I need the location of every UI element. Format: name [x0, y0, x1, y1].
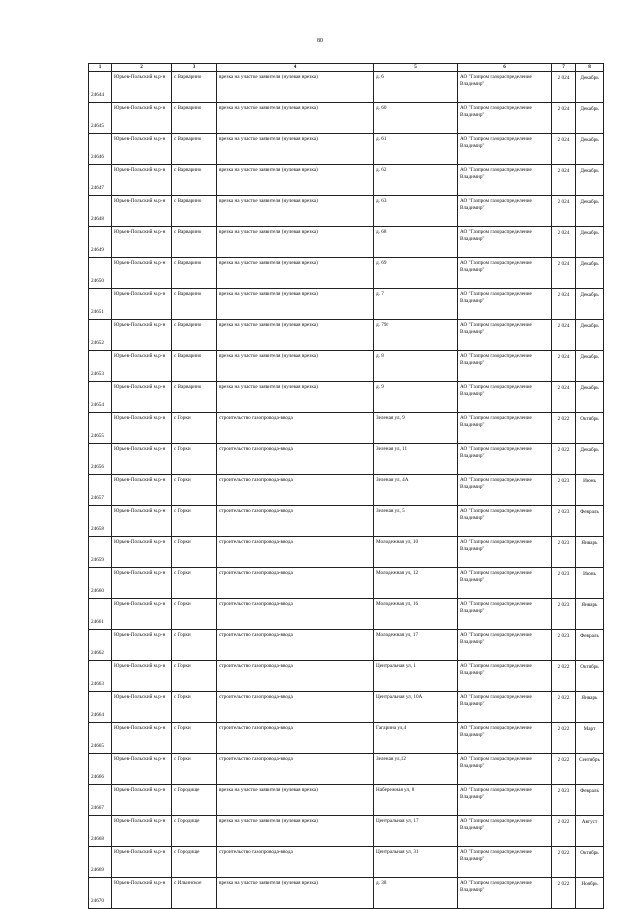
work-type-cell: строительство газопровода-ввода [217, 475, 374, 506]
work-type-cell: врезка на участке заявителя (нулевая врезка) [217, 816, 374, 847]
row-number: 24667 [89, 785, 112, 816]
month-cell: Февраль [576, 630, 604, 661]
row-number: 24657 [89, 475, 112, 506]
table-row [89, 72, 604, 103]
month-cell: Ноябрь [576, 878, 604, 909]
row-number: 24650 [89, 258, 112, 289]
table-row [89, 165, 604, 196]
row-number: 24659 [89, 537, 112, 568]
district-cell: Юрьев-Польский м.р-н [112, 103, 172, 134]
row-number: 24655 [89, 413, 112, 444]
address-cell: Зеленая ул, 4А [374, 475, 458, 506]
month-cell: Январь [576, 599, 604, 630]
work-type-cell: врезка на участке заявителя (нулевая врезка) [217, 196, 374, 227]
address-cell: Центральная ул, 31 [374, 847, 458, 878]
month-cell: Декабрь [576, 258, 604, 289]
year-cell: 2 024 [552, 320, 576, 351]
organization-cell: АО "Газпром газораспределение Владимир" [458, 847, 552, 878]
settlement-cell: с Варварино [172, 351, 217, 382]
address-cell: Зеленая ул, 5 [374, 506, 458, 537]
address-cell: Зеленая ул, 9 [374, 413, 458, 444]
settlement-cell: с Городище [172, 785, 217, 816]
month-cell: Июнь [576, 568, 604, 599]
settlement-cell: с Варварино [172, 72, 217, 103]
work-type-cell: врезка на участке заявителя (нулевая врезка) [217, 165, 374, 196]
table-row [89, 754, 604, 785]
settlement-cell: с Горки [172, 444, 217, 475]
month-cell: Август [576, 816, 604, 847]
table-row [89, 599, 604, 630]
column-header: 8 [576, 64, 604, 72]
year-cell: 2 024 [552, 72, 576, 103]
year-cell: 2 024 [552, 103, 576, 134]
address-cell: д. 9 [374, 382, 458, 413]
district-cell: Юрьев-Польский м.р-н [112, 599, 172, 630]
year-cell: 2 023 [552, 506, 576, 537]
table-row [89, 103, 604, 134]
organization-cell: АО "Газпром газораспределение Владимир" [458, 537, 552, 568]
month-cell: Февраль [576, 506, 604, 537]
organization-cell: АО "Газпром газораспределение Владимир" [458, 599, 552, 630]
row-number: 24646 [89, 134, 112, 165]
page-number: 80 [317, 38, 323, 44]
organization-cell: АО "Газпром газораспределение Владимир" [458, 661, 552, 692]
year-cell: 2 022 [552, 413, 576, 444]
row-number: 24666 [89, 754, 112, 785]
row-number: 24649 [89, 227, 112, 258]
work-type-cell: строительство газопровода-ввода [217, 537, 374, 568]
district-cell: Юрьев-Польский м.р-н [112, 413, 172, 444]
organization-cell: АО "Газпром газораспределение Владимир" [458, 568, 552, 599]
year-cell: 2 023 [552, 568, 576, 599]
address-cell: Молодежная ул, 12 [374, 568, 458, 599]
row-number: 24664 [89, 692, 112, 723]
district-cell: Юрьев-Польский м.р-н [112, 723, 172, 754]
address-cell: д. 6 [374, 72, 458, 103]
organization-cell: АО "Газпром газораспределение Владимир" [458, 382, 552, 413]
organization-cell: АО "Газпром газораспределение Владимир" [458, 692, 552, 723]
settlement-cell: с Варварино [172, 289, 217, 320]
district-cell: Юрьев-Польский м.р-н [112, 568, 172, 599]
row-number: 24670 [89, 878, 112, 909]
district-cell: Юрьев-Польский м.р-н [112, 506, 172, 537]
organization-cell: АО "Газпром газораспределение Владимир" [458, 103, 552, 134]
table-row [89, 258, 604, 289]
year-cell: 2 024 [552, 289, 576, 320]
organization-cell: АО "Газпром газораспределение Владимир" [458, 754, 552, 785]
month-cell: Октябрь [576, 661, 604, 692]
column-header: 2 [112, 64, 172, 72]
month-cell: Июнь [576, 475, 604, 506]
organization-cell: АО "Газпром газораспределение Владимир" [458, 506, 552, 537]
table-row [89, 506, 604, 537]
work-type-cell: врезка на участке заявителя (нулевая врезка) [217, 72, 374, 103]
settlement-cell: с Горки [172, 661, 217, 692]
row-number: 24652 [89, 320, 112, 351]
address-cell: Молодежная ул, 17 [374, 630, 458, 661]
row-number: 24665 [89, 723, 112, 754]
address-cell: д. 8 [374, 351, 458, 382]
column-header: 5 [374, 64, 458, 72]
table-row [89, 196, 604, 227]
organization-cell: АО "Газпром газораспределение Владимир" [458, 258, 552, 289]
month-cell: Декабрь [576, 196, 604, 227]
settlement-cell: с Варварино [172, 134, 217, 165]
column-header: 1 [89, 64, 112, 72]
settlement-cell: с Горки [172, 723, 217, 754]
table-row [89, 475, 604, 506]
year-cell: 2 022 [552, 816, 576, 847]
address-cell: Центральная ул, 17 [374, 816, 458, 847]
district-cell: Юрьев-Польский м.р-н [112, 630, 172, 661]
organization-cell: АО "Газпром газораспределение Владимир" [458, 320, 552, 351]
district-cell: Юрьев-Польский м.р-н [112, 320, 172, 351]
table-row [89, 568, 604, 599]
organization-cell: АО "Газпром газораспределение Владимир" [458, 444, 552, 475]
settlement-cell: с Варварино [172, 103, 217, 134]
settlement-cell: с Городище [172, 847, 217, 878]
work-type-cell: строительство газопровода-ввода [217, 444, 374, 475]
settlement-cell: с Варварино [172, 165, 217, 196]
row-number: 24648 [89, 196, 112, 227]
year-cell: 2 024 [552, 196, 576, 227]
row-number: 24661 [89, 599, 112, 630]
column-header: 7 [552, 64, 576, 72]
table-row [89, 351, 604, 382]
settlement-cell: с Варварино [172, 258, 217, 289]
settlement-cell: с Горки [172, 630, 217, 661]
settlement-cell: с Горки [172, 413, 217, 444]
column-header: 4 [217, 64, 374, 72]
work-type-cell: врезка на участке заявителя (нулевая врезка) [217, 351, 374, 382]
row-number: 24663 [89, 661, 112, 692]
address-cell: Зеленая ул, 11 [374, 444, 458, 475]
settlement-cell: с Варварино [172, 320, 217, 351]
year-cell: 2 022 [552, 692, 576, 723]
address-cell: д. 69 [374, 258, 458, 289]
settlement-cell: с Горки [172, 599, 217, 630]
address-cell: Центральная ул, 1 [374, 661, 458, 692]
row-number: 24660 [89, 568, 112, 599]
district-cell: Юрьев-Польский м.р-н [112, 661, 172, 692]
settlement-cell: с Горки [172, 537, 217, 568]
year-cell: 2 024 [552, 134, 576, 165]
settlement-cell: с Ильинское [172, 878, 217, 909]
work-type-cell: врезка на участке заявителя (нулевая врезка) [217, 320, 374, 351]
table-row [89, 320, 604, 351]
table-row [89, 134, 604, 165]
row-number: 24669 [89, 847, 112, 878]
organization-cell: АО "Газпром газораспределение Владимир" [458, 878, 552, 909]
year-cell: 2 023 [552, 630, 576, 661]
address-cell: д. 38 [374, 878, 458, 909]
row-number: 24644 [89, 72, 112, 103]
organization-cell: АО "Газпром газораспределение Владимир" [458, 723, 552, 754]
address-cell: д. 62 [374, 165, 458, 196]
work-type-cell: врезка на участке заявителя (нулевая врезка) [217, 103, 374, 134]
address-cell: д. 60 [374, 103, 458, 134]
month-cell: Декабрь [576, 227, 604, 258]
address-cell: Центральная ул, 10А [374, 692, 458, 723]
month-cell: Декабрь [576, 72, 604, 103]
month-cell: Декабрь [576, 351, 604, 382]
address-cell: д. 61 [374, 134, 458, 165]
organization-cell: АО "Газпром газораспределение Владимир" [458, 351, 552, 382]
month-cell: Декабрь [576, 320, 604, 351]
year-cell: 2 024 [552, 227, 576, 258]
month-cell: Октябрь [576, 847, 604, 878]
table-row [89, 413, 604, 444]
organization-cell: АО "Газпром газораспределение Владимир" [458, 72, 552, 103]
gas-connection-table [88, 63, 604, 909]
work-type-cell: врезка на участке заявителя (нулевая врезка) [217, 227, 374, 258]
work-type-cell: врезка на участке заявителя (нулевая врезка) [217, 289, 374, 320]
district-cell: Юрьев-Польский м.р-н [112, 72, 172, 103]
table-row [89, 227, 604, 258]
address-cell: Молодежная ул, 10 [374, 537, 458, 568]
table-row [89, 661, 604, 692]
organization-cell: АО "Газпром газораспределение Владимир" [458, 227, 552, 258]
district-cell: Юрьев-Польский м.р-н [112, 537, 172, 568]
work-type-cell: строительство газопровода-ввода [217, 599, 374, 630]
settlement-cell: с Горки [172, 568, 217, 599]
year-cell: 2 023 [552, 475, 576, 506]
organization-cell: АО "Газпром газораспределение Владимир" [458, 165, 552, 196]
column-header: 6 [458, 64, 552, 72]
month-cell: Декабрь [576, 103, 604, 134]
address-cell: д. 7 [374, 289, 458, 320]
table-row [89, 723, 604, 754]
year-cell: 2 022 [552, 661, 576, 692]
work-type-cell: строительство газопровода-ввода [217, 754, 374, 785]
table-row [89, 444, 604, 475]
district-cell: Юрьев-Польский м.р-н [112, 227, 172, 258]
table-row [89, 692, 604, 723]
district-cell: Юрьев-Польский м.р-н [112, 754, 172, 785]
work-type-cell: врезка на участке заявителя (нулевая врезка) [217, 382, 374, 413]
settlement-cell: с Варварино [172, 196, 217, 227]
settlement-cell: с Горки [172, 475, 217, 506]
organization-cell: АО "Газпром газораспределение Владимир" [458, 413, 552, 444]
table-row [89, 878, 604, 909]
district-cell: Юрьев-Польский м.р-н [112, 692, 172, 723]
year-cell: 2 023 [552, 599, 576, 630]
month-cell: Март [576, 723, 604, 754]
organization-cell: АО "Газпром газораспределение Владимир" [458, 196, 552, 227]
year-cell: 2 022 [552, 754, 576, 785]
table-row [89, 816, 604, 847]
district-cell: Юрьев-Польский м.р-н [112, 847, 172, 878]
month-cell: Январь [576, 692, 604, 723]
settlement-cell: с Городище [172, 816, 217, 847]
work-type-cell: строительство газопровода-ввода [217, 413, 374, 444]
district-cell: Юрьев-Польский м.р-н [112, 444, 172, 475]
year-cell: 2 024 [552, 165, 576, 196]
month-cell: Декабрь [576, 289, 604, 320]
year-cell: 2 022 [552, 723, 576, 754]
address-cell: Молодежная ул, 16 [374, 599, 458, 630]
district-cell: Юрьев-Польский м.р-н [112, 785, 172, 816]
district-cell: Юрьев-Польский м.р-н [112, 878, 172, 909]
district-cell: Юрьев-Польский м.р-н [112, 382, 172, 413]
year-cell: 2 022 [552, 847, 576, 878]
work-type-cell: строительство газопровода-ввода [217, 568, 374, 599]
year-cell: 2 024 [552, 351, 576, 382]
month-cell: Октябрь [576, 413, 604, 444]
year-cell: 2 023 [552, 537, 576, 568]
year-cell: 2 024 [552, 382, 576, 413]
organization-cell: АО "Газпром газораспределение Владимир" [458, 785, 552, 816]
month-cell: Сентябрь [576, 754, 604, 785]
address-cell: д. 68 [374, 227, 458, 258]
address-cell: Гагарина ул,4 [374, 723, 458, 754]
year-cell: 2 023 [552, 785, 576, 816]
district-cell: Юрьев-Польский м.р-н [112, 196, 172, 227]
table-row [89, 382, 604, 413]
month-cell: Январь [576, 537, 604, 568]
month-cell: Декабрь [576, 382, 604, 413]
row-number: 24668 [89, 816, 112, 847]
district-cell: Юрьев-Польский м.р-н [112, 165, 172, 196]
settlement-cell: с Горки [172, 754, 217, 785]
work-type-cell: строительство газопровода-ввода [217, 692, 374, 723]
address-cell: Зеленая ул,12 [374, 754, 458, 785]
month-cell: Февраль [576, 785, 604, 816]
district-cell: Юрьев-Польский м.р-н [112, 351, 172, 382]
work-type-cell: строительство газопровода-ввода [217, 506, 374, 537]
settlement-cell: с Горки [172, 692, 217, 723]
year-cell: 2 024 [552, 258, 576, 289]
district-cell: Юрьев-Польский м.р-н [112, 258, 172, 289]
settlement-cell: с Горки [172, 506, 217, 537]
column-header: 3 [172, 64, 217, 72]
work-type-cell: строительство газопровода-ввода [217, 661, 374, 692]
table-row [89, 289, 604, 320]
settlement-cell: с Варварино [172, 382, 217, 413]
row-number: 24662 [89, 630, 112, 661]
row-number: 24645 [89, 103, 112, 134]
settlement-cell: с Варварино [172, 227, 217, 258]
year-cell: 2 022 [552, 878, 576, 909]
organization-cell: АО "Газпром газораспределение Владимир" [458, 630, 552, 661]
work-type-cell: строительство газопровода-ввода [217, 723, 374, 754]
table-row [89, 785, 604, 816]
year-cell: 2 022 [552, 444, 576, 475]
row-number: 24651 [89, 289, 112, 320]
table-row [89, 847, 604, 878]
district-cell: Юрьев-Польский м.р-н [112, 289, 172, 320]
row-number: 24658 [89, 506, 112, 537]
month-cell: Декабрь [576, 134, 604, 165]
organization-cell: АО "Газпром газораспределение Владимир" [458, 289, 552, 320]
header-row [89, 64, 604, 72]
work-type-cell: врезка на участке заявителя (нулевая врезка) [217, 785, 374, 816]
organization-cell: АО "Газпром газораспределение Владимир" [458, 816, 552, 847]
organization-cell: АО "Газпром газораспределение Владимир" [458, 134, 552, 165]
work-type-cell: врезка на участке заявителя (нулевая врезка) [217, 878, 374, 909]
work-type-cell: строительство газопровода-ввода [217, 630, 374, 661]
row-number: 24654 [89, 382, 112, 413]
month-cell: Декабрь [576, 165, 604, 196]
work-type-cell: врезка на участке заявителя (нулевая врезка) [217, 134, 374, 165]
row-number: 24653 [89, 351, 112, 382]
address-cell: д. 79г [374, 320, 458, 351]
address-cell: д. 63 [374, 196, 458, 227]
table-row [89, 537, 604, 568]
district-cell: Юрьев-Польский м.р-н [112, 134, 172, 165]
district-cell: Юрьев-Польский м.р-н [112, 475, 172, 506]
month-cell: Декабрь [576, 444, 604, 475]
table-row [89, 630, 604, 661]
address-cell: Набережная ул, 8 [374, 785, 458, 816]
work-type-cell: врезка на участке заявителя (нулевая врезка) [217, 258, 374, 289]
row-number: 24656 [89, 444, 112, 475]
district-cell: Юрьев-Польский м.р-н [112, 816, 172, 847]
work-type-cell: строительство газопровода-ввода [217, 847, 374, 878]
organization-cell: АО "Газпром газораспределение Владимир" [458, 475, 552, 506]
row-number: 24647 [89, 165, 112, 196]
